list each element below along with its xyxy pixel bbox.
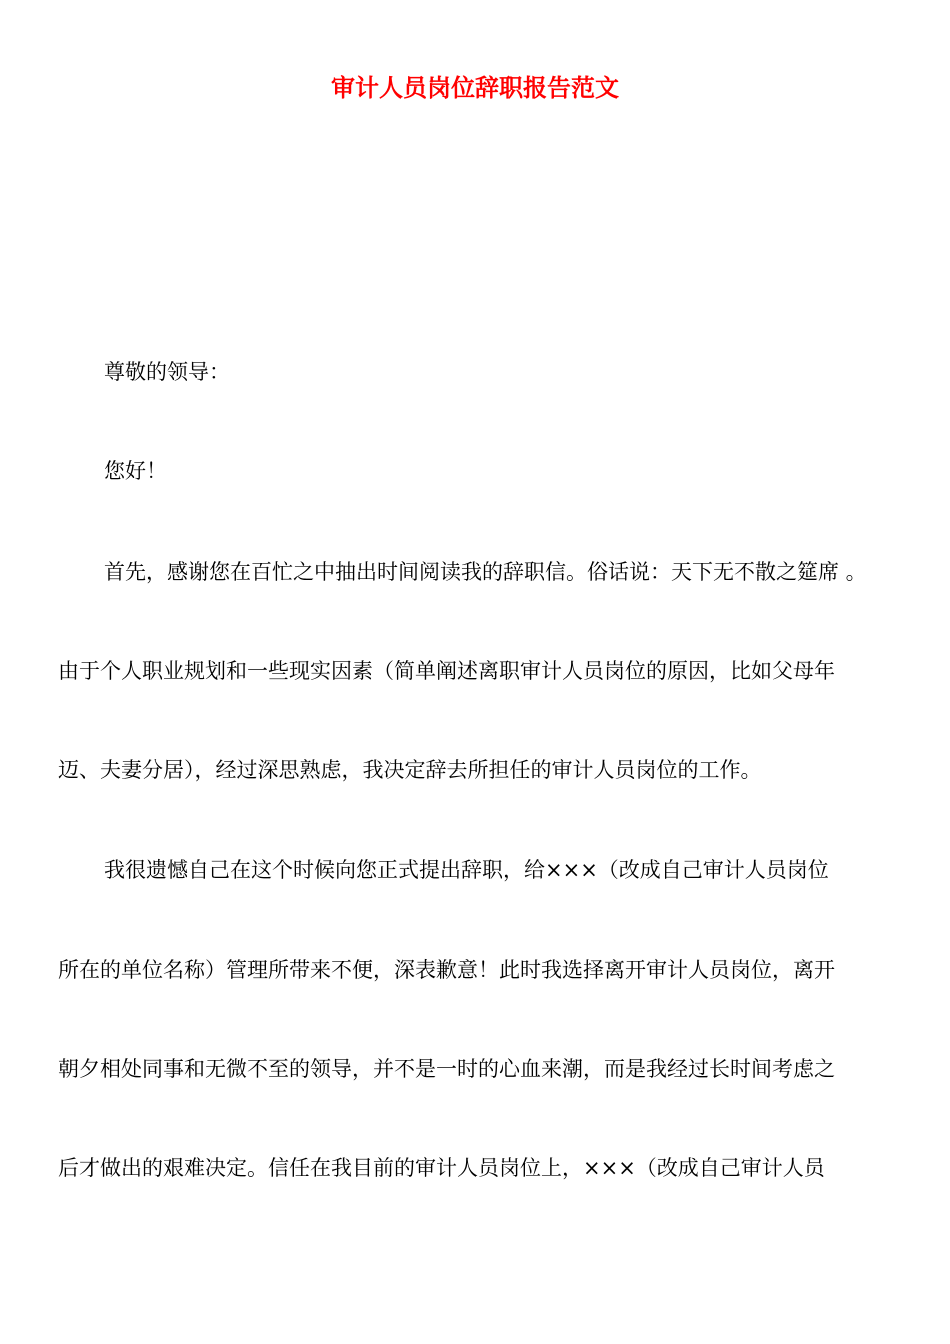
document-title: 审计人员岗位辞职报告范文: [331, 74, 619, 102]
body-line: 由于个人职业规划和一些现实因素（简单阐述离职审计人员岗位的原因，比如父母年: [58, 659, 835, 683]
salutation: 尊敬的领导：: [104, 360, 230, 384]
body-line: 朝夕相处同事和无微不至的领导，并不是一时的心血来潮，而是我经过长时间考虑之: [58, 1057, 835, 1081]
body-line: 我很遗憾自己在这个时候向您正式提出辞职，给×××（改成自己审计人员岗位: [104, 858, 829, 882]
greeting: 您好！: [104, 459, 167, 483]
body-line: 所在的单位名称）管理所带来不便，深表歉意！此时我选择离开审计人员岗位，离开: [58, 958, 835, 982]
body-line: 首先，感谢您在百忙之中抽出时间阅读我的辞职信。俗话说：天下无不散之筵席 。: [104, 560, 867, 584]
body-line: 后才做出的艰难决定。信任在我目前的审计人员岗位上，×××（改成自己审计人员: [58, 1156, 825, 1180]
body-line: 迈、夫妻分居），经过深思熟虑，我决定辞去所担任的审计人员岗位的工作。: [58, 758, 762, 782]
